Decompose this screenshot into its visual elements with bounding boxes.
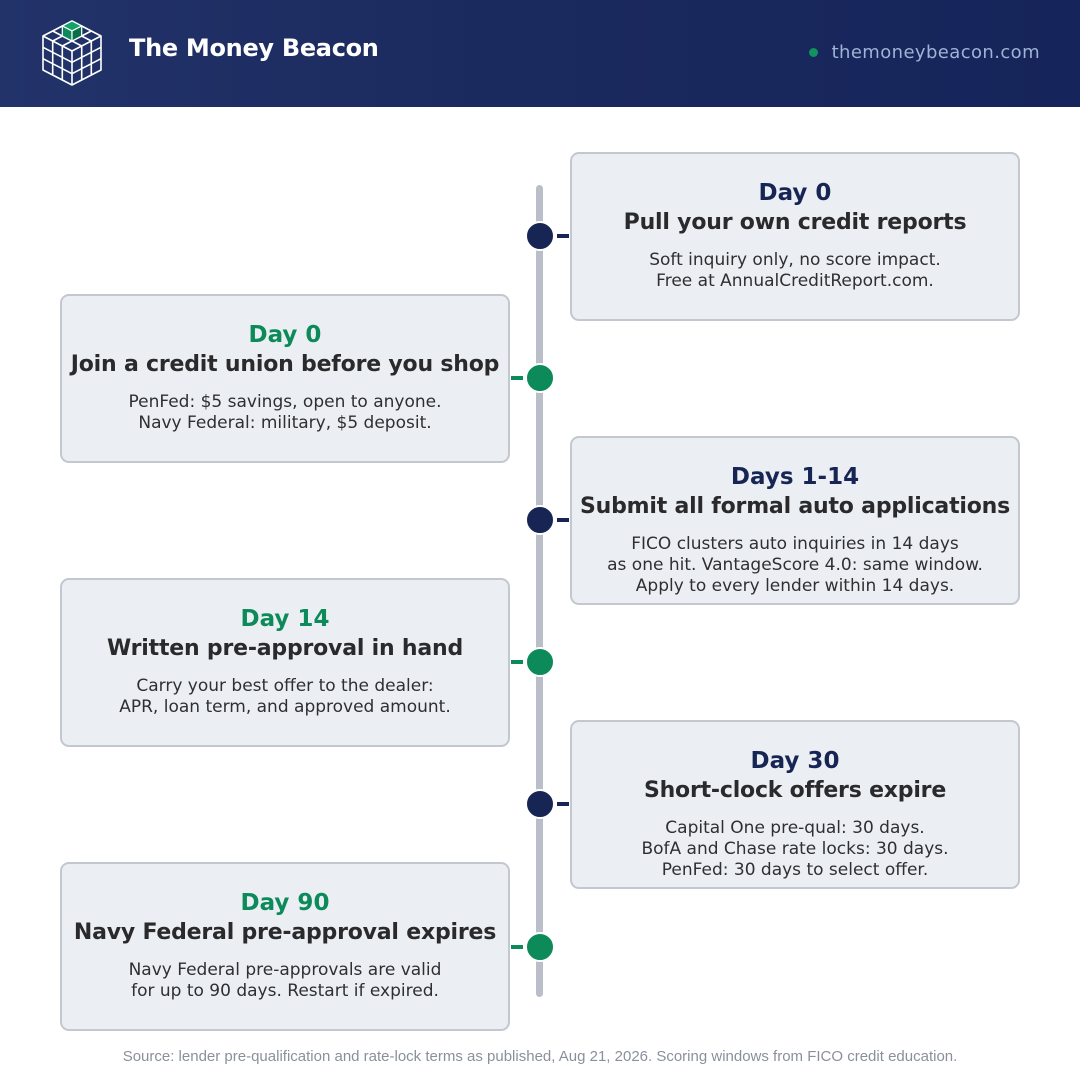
header-banner: [0, 0, 1080, 107]
event-description: [572, 534, 1018, 597]
event-line: Capital One pre-qual: 30 days.: [665, 818, 925, 838]
timeline-connector: [557, 518, 569, 522]
timeline-node: [525, 505, 555, 535]
event-line: PenFed: 30 days to select offer.: [661, 860, 929, 880]
event-line: PenFed: $5 savings, open to anyone.: [128, 392, 442, 412]
source-note: Source: lender pre-qualification and rate-lock terms as published, Aug 21, 2026. Scoring windows from FICO credit education.: [122, 1048, 958, 1065]
timeline-node: [525, 647, 555, 677]
event-line: for up to 90 days. Restart if expired.: [131, 981, 439, 1001]
timeline-connector: [511, 660, 523, 664]
event-description: [572, 250, 1018, 292]
event-title: Submit all formal auto applications: [579, 494, 1011, 519]
timeline-connector: [557, 802, 569, 806]
event-title: Short-clock offers expire: [643, 778, 947, 803]
status-dot-icon: [809, 48, 818, 57]
timeline-card: [570, 152, 1020, 321]
event-description: [62, 392, 508, 434]
timeline-card: [60, 862, 510, 1031]
event-day: Day 14: [240, 606, 330, 632]
site-link[interactable]: [809, 40, 1040, 64]
timeline-connector: [511, 376, 523, 380]
timeline-node: [525, 932, 555, 962]
event-line: BofA and Chase rate locks: 30 days.: [641, 839, 949, 859]
event-title: Join a credit union before you shop: [70, 352, 500, 377]
event-day: Day 90: [240, 890, 330, 916]
event-description: [572, 818, 1018, 881]
event-line: Soft inquiry only, no score impact.: [649, 250, 941, 270]
event-title: Pull your own credit reports: [623, 210, 967, 235]
timeline-card: [570, 436, 1020, 605]
event-description: [62, 676, 508, 718]
timeline-card: [60, 578, 510, 747]
timeline-connector: [557, 234, 569, 238]
timeline-spine: [536, 185, 543, 997]
event-day: Days 1-14: [730, 464, 860, 490]
event-line: FICO clusters auto inquiries in 14 days: [631, 534, 959, 554]
event-line: Navy Federal pre-approvals are valid: [128, 960, 442, 980]
timeline-card: [60, 294, 510, 463]
timeline-connector: [511, 945, 523, 949]
timeline-node: [525, 789, 555, 819]
timeline-card: [570, 720, 1020, 889]
event-day: Day 0: [758, 180, 832, 206]
event-line: APR, loan term, and approved amount.: [119, 697, 451, 717]
event-day: Day 0: [248, 322, 322, 348]
site-url: themoneybeacon.com: [831, 41, 1040, 63]
event-day: Day 30: [750, 748, 840, 774]
event-title: Navy Federal pre-approval expires: [73, 920, 497, 945]
event-line: Carry your best offer to the dealer:: [136, 676, 434, 696]
timeline-node: [525, 363, 555, 393]
timeline-node: [525, 221, 555, 251]
event-line: Free at AnnualCreditReport.com.: [656, 271, 934, 291]
cube-grid-icon: [40, 17, 104, 89]
event-line: as one hit. VantageScore 4.0: same window.: [607, 555, 983, 575]
event-line: Navy Federal: military, $5 deposit.: [138, 413, 432, 433]
event-line: Apply to every lender within 14 days.: [635, 576, 955, 596]
event-description: [62, 960, 508, 1002]
event-title: Written pre-approval in hand: [106, 636, 464, 661]
brand-name: The Money Beacon: [129, 34, 379, 62]
